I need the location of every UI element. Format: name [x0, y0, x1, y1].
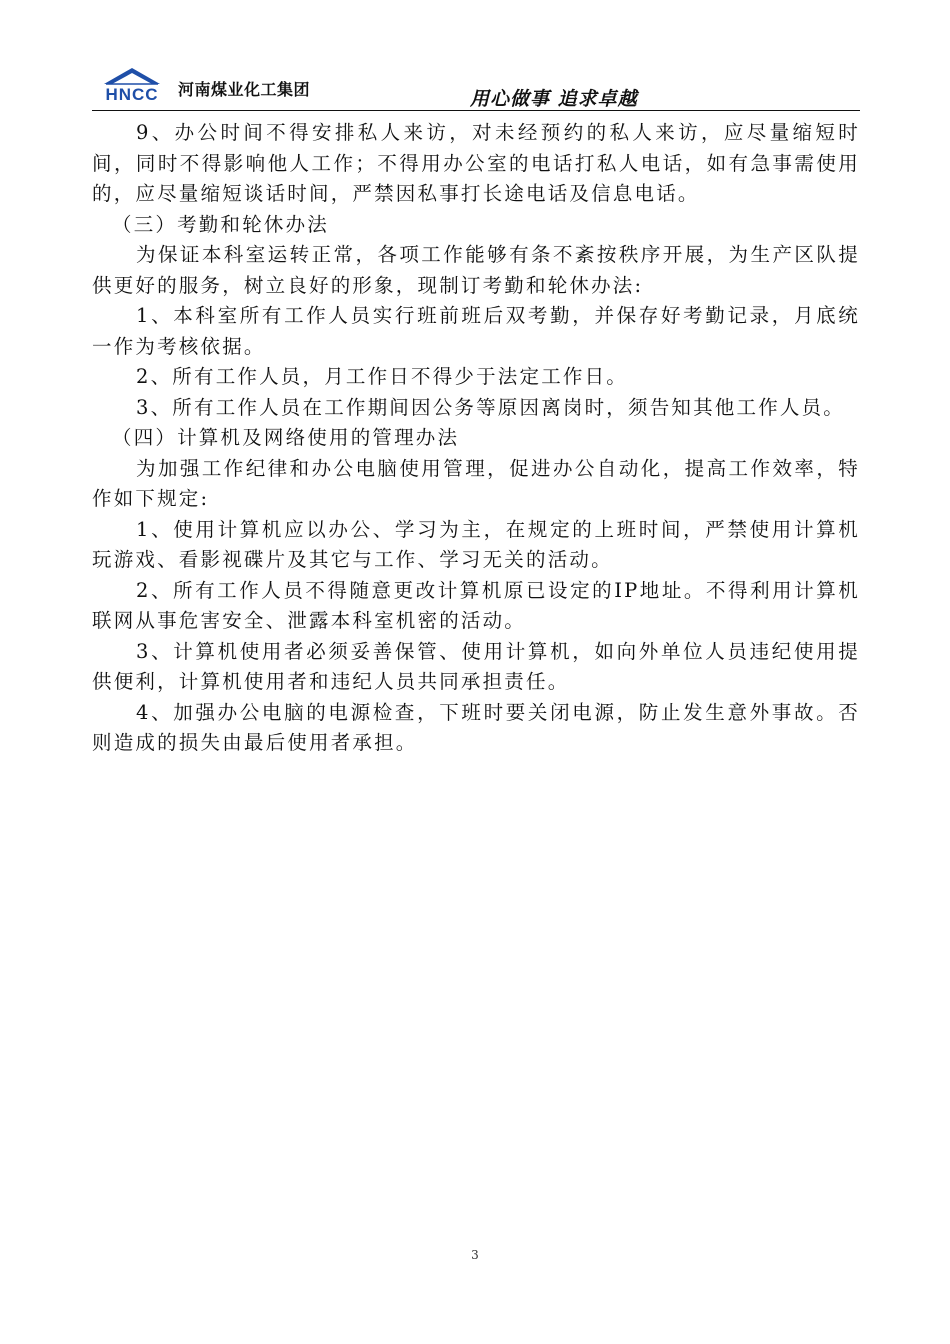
paragraph: 4、加强办公电脑的电源检查，下班时要关闭电源，防止发生意外事故。否则造成的损失由最后使用者承担。 — [92, 700, 860, 754]
logo-text: HNCC — [105, 85, 159, 104]
paragraph: 9、办公时间不得安排私人来访，对未经预约的私人来访，应尽量缩短时间，同时不得影响他人工作；不得用办公室的电话打私人电话，如有急事需使用的，应尽量缩短谈话时间，严禁因私事打长途电话及信息电话。 — [92, 121, 860, 205]
hncc-logo-icon — [92, 66, 172, 104]
paragraph: 3、所有工作人员在工作期间因公务等原因离岗时，须告知其他工作人员。 — [136, 395, 846, 419]
paragraph: 2、所有工作人员不得随意更改计算机原已设定的IP地址。不得利用计算机联网从事危害安全、泄露本科室机密的活动。 — [92, 578, 860, 632]
paragraph: 3、计算机使用者必须妥善保管、使用计算机，如向外单位人员违纪使用提供便利，计算机使用者和违纪人员共同承担责任。 — [92, 639, 860, 693]
paragraph: 为保证本科室运转正常，各项工作能够有条不紊按秩序开展，为生产区队提供更好的服务，树立良好的形象，现制订考勤和轮休办法: — [92, 243, 860, 297]
header-rule — [92, 110, 860, 111]
paragraph: 1、本科室所有工作人员实行班前班后双考勤，并保存好考勤记录，月底统一作为考核依据。 — [92, 304, 860, 358]
company-name: 河南煤业化工集团 — [178, 80, 311, 99]
document-body — [92, 118, 860, 759]
page-number: 3 — [471, 1248, 479, 1262]
header-slogan: 用心做事 追求卓越 — [470, 88, 638, 110]
paragraph: 1、使用计算机应以办公、学习为主，在规定的上班时间，严禁使用计算机玩游戏、看影视碟片及其它与工作、学习无关的活动。 — [92, 517, 860, 571]
section-heading: （四）计算机及网络使用的管理办法 — [112, 426, 460, 449]
page-header — [92, 66, 860, 110]
paragraph: 2、所有工作人员，月工作日不得少于法定工作日。 — [136, 365, 629, 388]
paragraph: 为加强工作纪律和办公电脑使用管理，促进办公自动化，提高工作效率，特作如下规定: — [92, 456, 860, 510]
section-heading: （三）考勤和轮休办法 — [112, 212, 330, 236]
